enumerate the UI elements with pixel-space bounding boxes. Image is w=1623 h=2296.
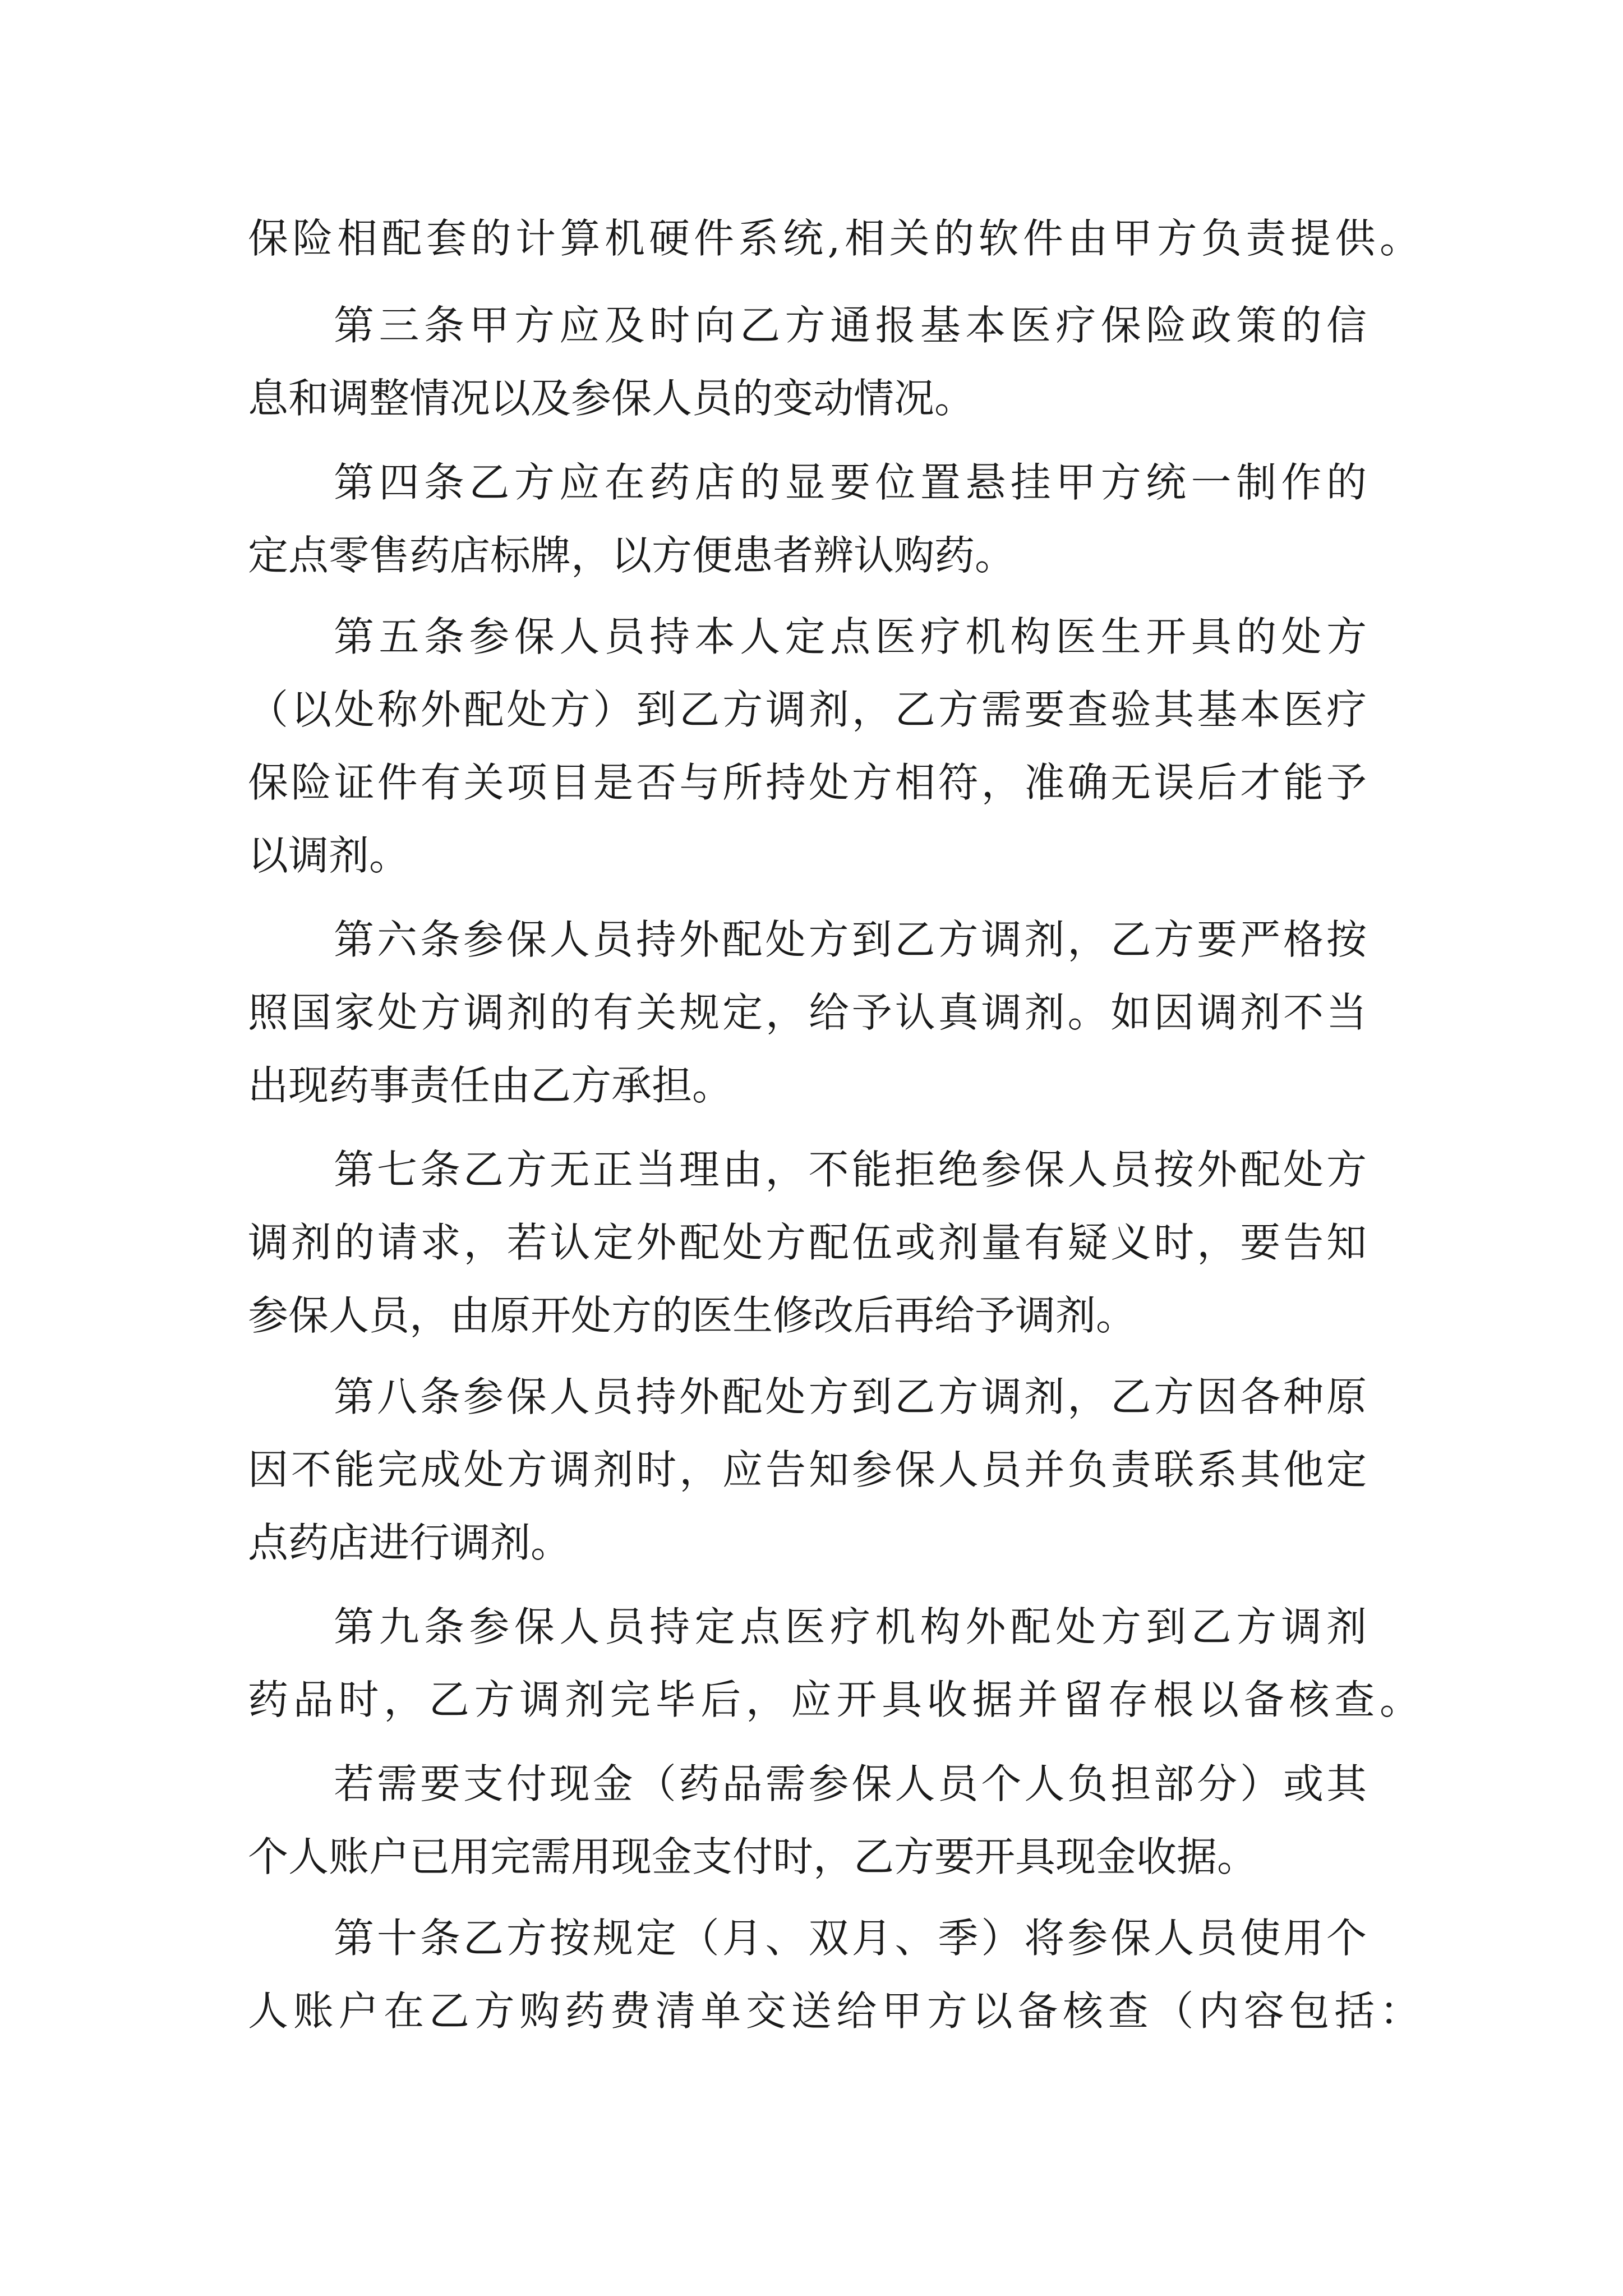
text-line-2: 第三条甲方应及时向乙方通报基本医疗保险政策的信	[334, 302, 1367, 349]
text-line-4: 第四条乙方应在药店的显要位置悬挂甲方统一制作的	[334, 459, 1367, 506]
text-line-12: 出现药事责任由乙方承担。	[248, 1062, 733, 1109]
text-line-18: 点药店进行调剂。	[248, 1519, 571, 1566]
text-line-1: 保险相配套的计算机硬件系统,相关的软件由甲方负责提供。	[248, 215, 1420, 262]
text-line-13: 第七条乙方无正当理由，不能拒绝参保人员按外配处方	[334, 1146, 1367, 1193]
text-line-10: 第六条参保人员持外配处方到乙方调剂，乙方要严格按	[334, 916, 1367, 963]
text-line-19: 第九条参保人员持定点医疗机构外配处方到乙方调剂	[334, 1603, 1367, 1650]
text-line-21: 若需要支付现金（药品需参保人员个人负担部分）或其	[334, 1760, 1367, 1807]
text-line-11: 照国家处方调剂的有关规定，给予认真调剂。如因调剂不当	[248, 989, 1367, 1036]
text-line-15: 参保人员，由原开处方的医生修改后再给予调剂。	[248, 1292, 1137, 1339]
text-line-5: 定点零售药店标牌，以方便患者辨认购药。	[248, 532, 1016, 579]
text-line-16: 第八条参保人员持外配处方到乙方调剂，乙方因各种原	[334, 1373, 1367, 1420]
text-line-22: 个人账户已用完需用现金支付时，乙方要开具现金收据。	[248, 1833, 1258, 1880]
text-line-6: 第五条参保人员持本人定点医疗机构医生开具的处方	[334, 613, 1367, 660]
text-line-20: 药品时，乙方调剂完毕后，应开具收据并留存根以备核查。	[248, 1676, 1420, 1723]
text-line-24: 人账户在乙方购药费清单交送给甲方以备核查（内容包括：	[248, 1987, 1420, 2035]
text-line-14: 调剂的请求，若认定外配处方配伍或剂量有疑义时，要告知	[248, 1219, 1367, 1266]
text-line-17: 因不能完成处方调剂时，应告知参保人员并负责联系其他定	[248, 1446, 1367, 1493]
text-line-3: 息和调整情况以及参保人员的变动情况。	[248, 375, 975, 422]
text-line-8: 保险证件有关项目是否与所持处方相符，准确无误后才能予	[248, 759, 1367, 806]
text-line-7: （以处称外配处方）到乙方调剂，乙方需要查验其基本医疗	[248, 686, 1367, 733]
text-line-23: 第十条乙方按规定（月、双月、季）将参保人员使用个	[334, 1915, 1367, 1962]
text-line-9: 以调剂。	[248, 832, 410, 879]
